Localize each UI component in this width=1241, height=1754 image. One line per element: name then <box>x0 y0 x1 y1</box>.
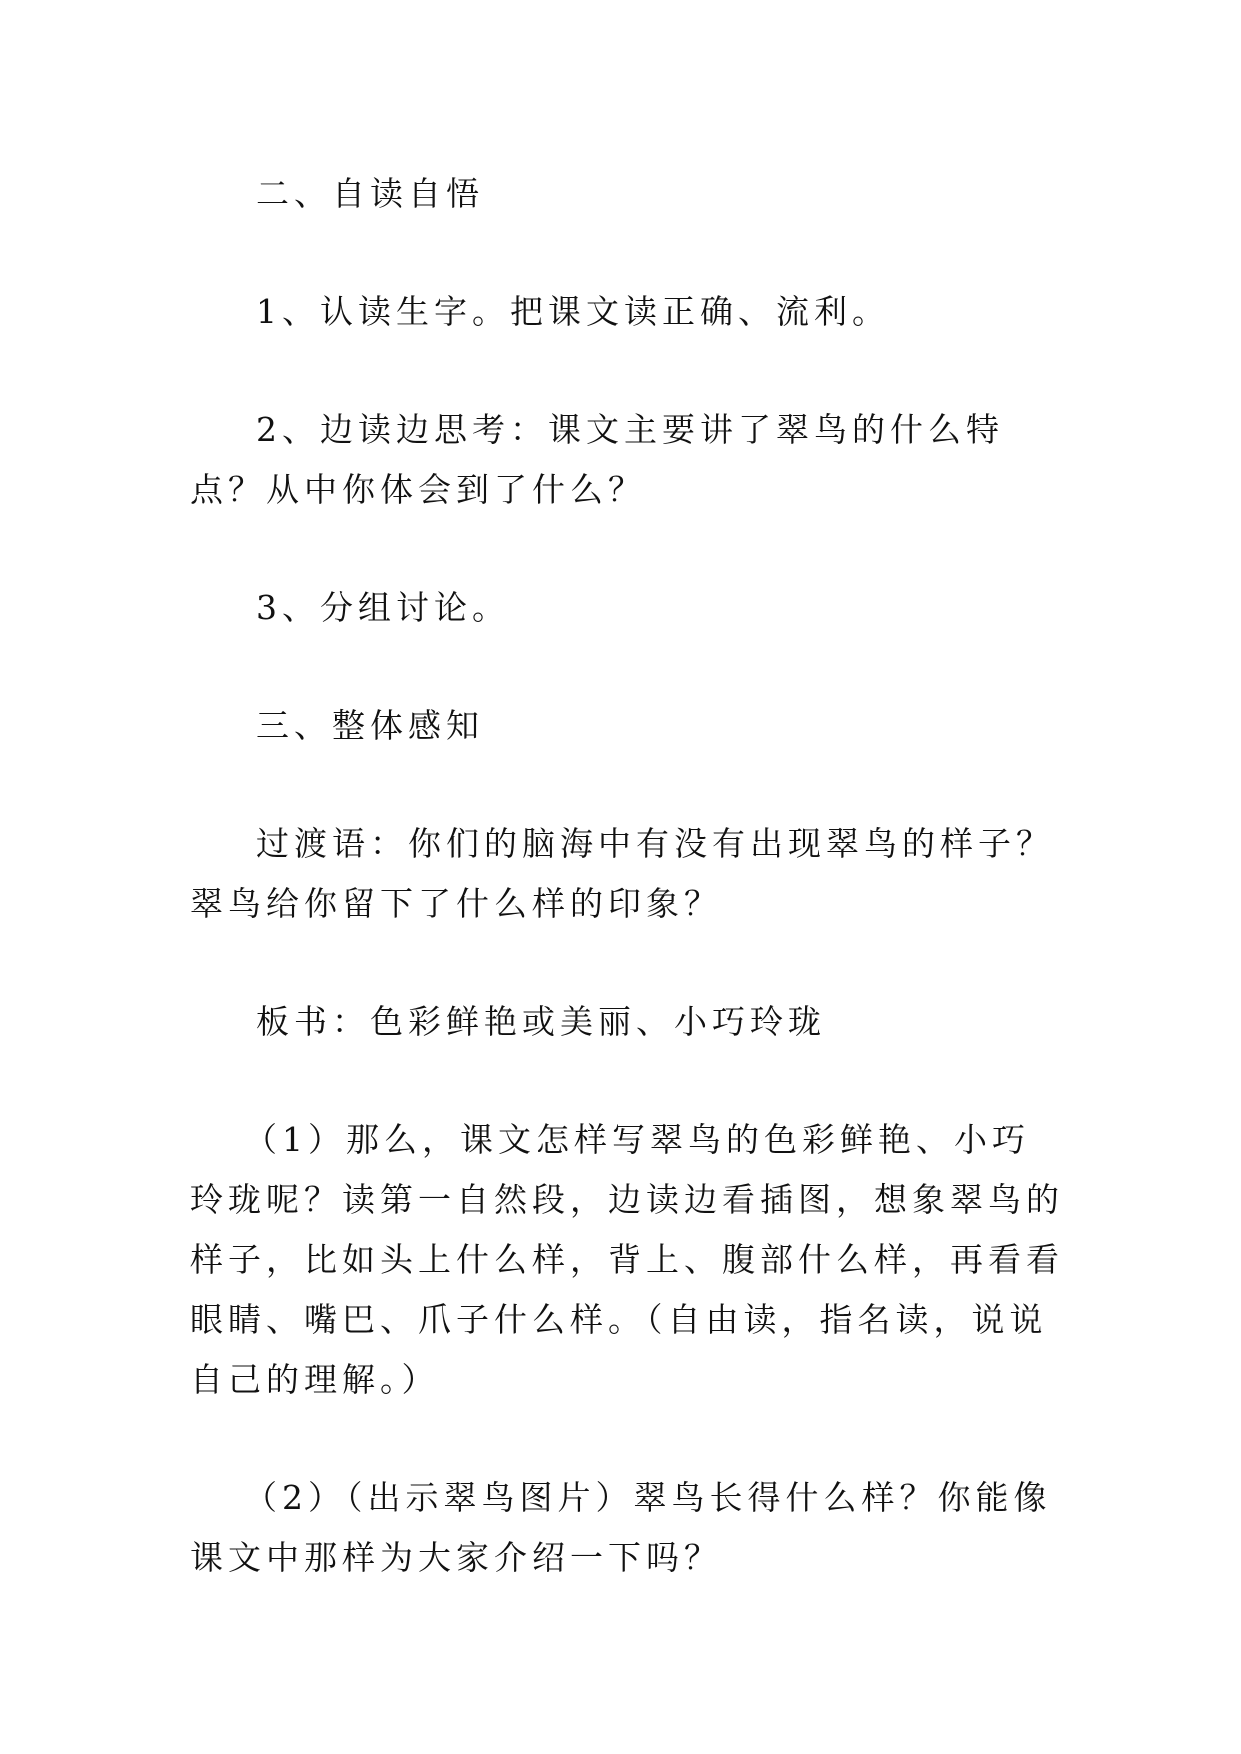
section-heading-self-reading: 二、自读自悟 <box>256 174 484 213</box>
step-2-paragraph: 2、边读边思考：课文主要讲了翠鸟的什么特点？从中你体会到了什么？ <box>190 410 1004 509</box>
question-2-paragraph: （2）（出示翠鸟图片）翠鸟长得什么样？你能像课文中那样为大家介绍一下吗？ <box>190 1478 1052 1577</box>
step-1-paragraph: 1、认读生字。把课文读正确、流利。 <box>256 292 890 331</box>
question-1-paragraph: （1）那么，课文怎样写翠鸟的色彩鲜艳、小巧玲珑呢？读第一自然段，边读边看插图，想象翠鸟的样子，比如头上什么样，背上、腹部什么样，再看看眼睛、嘴巴、爪子什么样。（自由读，指名读，说说自己的理解。） <box>190 1120 1064 1399</box>
section-heading-overall-perception: 三、整体感知 <box>256 706 484 745</box>
document-body <box>190 164 1066 1646</box>
blackboard-paragraph: 板书：色彩鲜艳或美丽、小巧玲珑 <box>256 1002 826 1041</box>
transition-paragraph: 过渡语：你们的脑海中有没有出现翠鸟的样子？翠鸟给你留下了什么样的印象？ <box>190 824 1054 923</box>
step-3-paragraph: 3、分组讨论。 <box>256 588 510 627</box>
